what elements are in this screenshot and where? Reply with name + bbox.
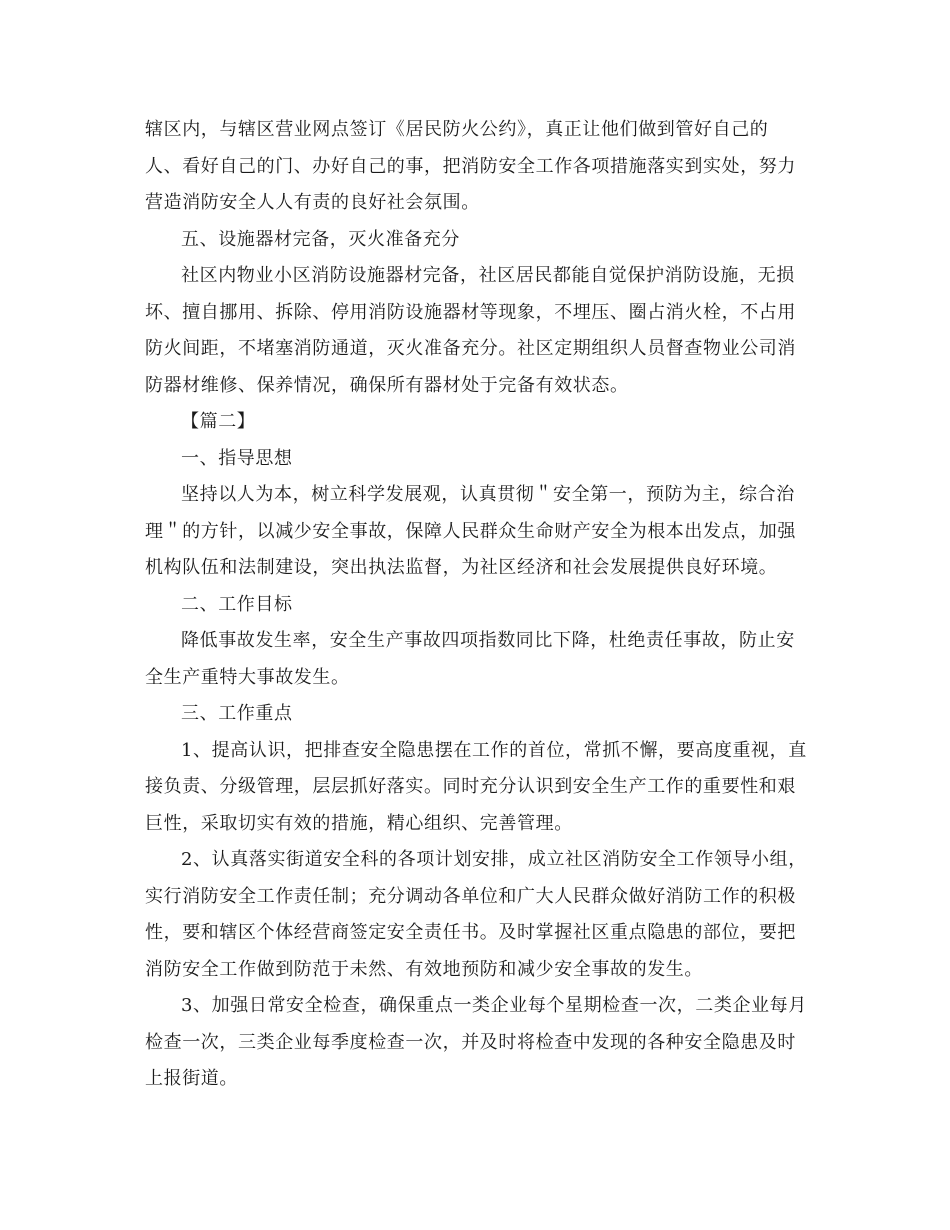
part-heading: 【篇二】 <box>181 411 256 432</box>
text-line: 3、加强日常安全检查，确保重点一类企业每个星期检查一次，二类企业每月 <box>181 995 807 1016</box>
text-line: 社区内物业小区消防设施器材完备，社区居民都能自觉保护消防设施，无损 <box>181 265 795 286</box>
text-line: 全生产重特大事故发生。 <box>145 666 350 688</box>
text-line: 实行消防安全工作责任制；充分调动各单位和广大人民群众做好消防工作的积极 <box>145 885 796 907</box>
text-line: 人、看好自己的门、办好自己的事，把消防安全工作各项措施落实到实处，努力 <box>145 155 796 177</box>
text-line: 2、认真落实街道安全科的各项计划安排，成立社区消防安全工作领导小组， <box>181 849 807 870</box>
section-heading: 五、设施器材完备，灭火准备充分 <box>181 228 460 250</box>
section-heading: 三、工作重点 <box>181 703 293 724</box>
text-line: 性，要和辖区个体经营商签定安全责任书。及时掌握社区重点隐患的部位，要把 <box>145 922 796 943</box>
text-line: 理＂的方针，以减少安全事故，保障人民群众生命财产安全为根本出发点，加强 <box>145 520 796 542</box>
text-line: 辖区内，与辖区营业网点签订《居民防火公约》，真正让他们做到管好自己的 <box>145 119 769 140</box>
text-line: 巨性，采取切实有效的措施，精心组织、完善管理。 <box>145 812 573 834</box>
text-line: 检查一次，三类企业每季度检查一次，并及时将检查中发现的各种安全隐患及时 <box>145 1031 796 1053</box>
text-line: 1、提高认识，把排查安全隐患摆在工作的首位，常抓不懈，要高度重视，直 <box>181 739 807 761</box>
text-line: 上报街道。 <box>145 1068 238 1089</box>
text-line: 防器材维修、保养情况，确保所有器材处于完备有效状态。 <box>145 374 629 396</box>
section-heading: 一、指导思想 <box>181 447 293 469</box>
text-line: 机构队伍和法制建设，突出执法监督，为社区经济和社会发展提供良好环境。 <box>145 557 778 578</box>
text-line: 接负责、分级管理，层层抓好落实。同时充分认识到安全生产工作的重要性和艰 <box>145 776 796 797</box>
text-line: 坚持以人为本，树立科学发展观，认真贯彻＂安全第一，预防为主，综合治 <box>181 484 795 505</box>
document-body <box>145 112 810 1098</box>
section-heading: 二、工作目标 <box>181 593 293 615</box>
text-line: 降低事故发生率，安全生产事故四项指数同比下降，杜绝责任事故，防止安 <box>181 630 795 651</box>
text-line: 防火间距，不堵塞消防通道，灭火准备充分。社区定期组织人员督查物业公司消 <box>145 338 796 359</box>
text-line: 营造消防安全人人有责的良好社会氛围。 <box>145 192 480 213</box>
text-line: 消防安全工作做到防范于未然、有效地预防和减少安全事故的发生。 <box>145 958 703 980</box>
text-line: 坏、擅自挪用、拆除、停用消防设施器材等现象，不埋压、圈占消火栓，不占用 <box>145 301 796 323</box>
